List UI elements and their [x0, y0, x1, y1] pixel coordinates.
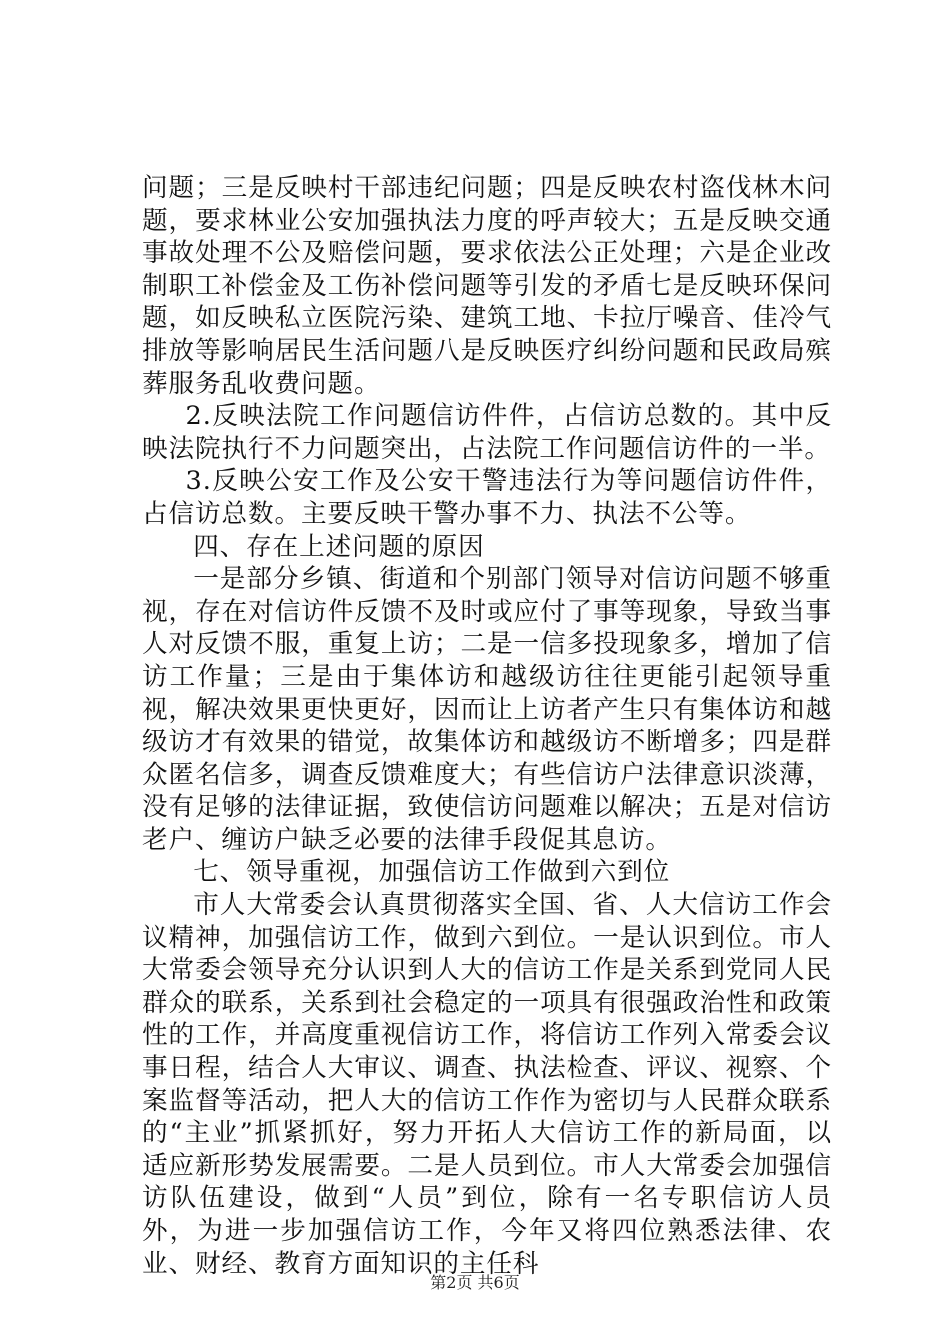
paragraph-court-petitions: 2.反映法院工作问题信访件件，占信访总数的。其中反映法院执行不力问题突出，占法院工作问题信访件的一半。	[142, 401, 832, 464]
page-footer: 第2页 共6页	[430, 1273, 520, 1292]
paragraph-leadership: 市人大常委会认真贯彻落实全国、省、人大信访工作会议精神，加强信访工作，做到六到位。一是认识到位。市人大常委会领导充分认识到人大的信访工作是关系到党同人民群众的联系，关系到社会稳定的一项具有很强政治性和政策性的工作，并高度重视信访工作，将信访工作列入常委会议事日程，结合人大审议、调查、执法检查、评议、视察、个案监督等活动，把人大的信访工作作为密切与人民群众联系的“主业”抓紧抓好，努力开拓人大信访工作的新局面，以适应新形势发展需要。二是人员到位。市人大常委会加强信访队伍建设，做到“人员”到位，除有一名专职信访人员外，为进一步加强信访工作，今年又将四位熟悉法律、农业、财经、教育方面知识的主任科	[142, 890, 832, 1279]
paragraph-police-petitions: 3.反映公安工作及公安干警违法行为等问题信访件件，占信访总数。主要反映干警办事不力、执法不公等。	[142, 466, 832, 529]
paragraph-continuation: 问题；三是反映村干部违纪问题；四是反映农村盗伐林木问题，要求林业公安加强执法力度的呼声较大；五是反映交通事故处理不公及赔偿问题，要求依法公正处理；六是企业改制职工补偿金及工伤补偿问题等引发的矛盾七是反映环保问题，如反映私立医院污染、建筑工地、卡拉厅噪音、佳冷气排放等影响居民生活问题八是反映医疗纠纷问题和民政局殡葬服务乱收费问题。	[142, 173, 832, 399]
paragraph-causes: 一是部分乡镇、街道和个别部门领导对信访问题不够重视，存在对信访件反馈不及时或应付了事等现象，导致当事人对反馈不服，重复上访；二是一信多投现象多，增加了信访工作量；三是由于集体访和越级访往往更能引起领导重视，解决效果更快更好，因而让上访者产生只有集体访和越级访才有效果的错觉，故集体访和越级访不断增多；四是群众匿名信多，调查反馈难度大；有些信访户法律意识淡薄，没有足够的法律证据，致使信访问题难以解决；五是对信访老户、缠访户缺乏必要的法律手段促其息访。	[142, 564, 832, 855]
section-heading-causes: 四、存在上述问题的原因	[193, 531, 485, 562]
section-heading-leadership: 七、领导重视，加强信访工作做到六到位	[193, 857, 671, 888]
document-body	[142, 172, 832, 1280]
